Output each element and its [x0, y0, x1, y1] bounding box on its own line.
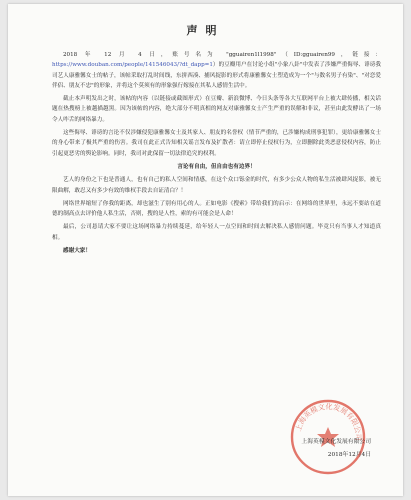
paragraph-1-text-b: ）的豆瓣用户在讨论小组"小象八卦"中发表了涉嫌严重侮辱、诽谤我司艺人康雅馨女士的帖子，该帖采取打乱时间线，东拼西凑、捕风捉影的形式将康雅馨女士塑造成为一个"与数名男子有染"、"对恋爱伴侣、朋友不忠"的形象，并将这个莫须有的形象强行嫁接在其私人感情生活中。 — [52, 62, 381, 89]
paragraph-5: 艺人的身份之下也是普通人，也有自己的私人空间和情感，在这个众口铄金的时代，有多少公众人物的私生活被肆风捉影，被无限曲解，敢忍又有多少有效的维权手段去自证清白？！ — [52, 177, 381, 194]
paragraph-7: 最后，公司恳请大家不要让这场网络暴力持续蔓延，给年轻人一点空间和时间去解决私人感情问题。毕竟只有当事人才知道真相。 — [52, 224, 381, 241]
paragraph-1-text-a: 2018 年 12 月 4 日，账号名为 "gguairen1l1998"（ID:gguairen99，链接： — [63, 52, 381, 58]
signature-block — [301, 436, 371, 462]
paragraph-8: 感谢大家！ — [63, 248, 91, 255]
douban-link[interactable]: https://www.douban.com/people/141546043/?dt_dapp=1 — [52, 62, 213, 69]
seal-text: 上海英模文化发展有限公司 — [293, 401, 364, 441]
company-signature: 上海英模文化发展有限公司 — [301, 439, 371, 445]
paragraph-6: 网络世界缩短了你我的距离，却也滋生了别有用心的人。正如电影《搜索》带给我们的启示：在网络的世界里，永远不要站在道德的制高点去评价他人私生活，否则，搜的是人性，索的有可能会是人命！ — [52, 200, 381, 218]
statement-date: 2018年12月4日 — [327, 452, 371, 458]
paragraph-1 — [52, 50, 381, 91]
statement-page — [8, 4, 403, 496]
page-title: 声明 — [186, 24, 225, 37]
paragraph-4: 言论有自由，但自由也有边界！ — [177, 163, 256, 170]
paragraph-3: 这些侮辱、诽谤的言论不仅涉嫌侵犯康雅馨女士及其家人、朋友的名誉权（情节严重的，已涉嫌构成刑事犯罪），更给康雅馨女士的身心带来了极其严重的伤害。我司在此正式告知相关谣言发布及扩散者：请立即停止侵权行为，立即删除此类恶意侵权内容，防止引起更恶劣的舆论影响。同时，我司对此保留一切法律追究的权利。 — [52, 130, 381, 157]
paragraph-2: 截止本声明发出之时，该帖的内容（以链接或截图形式）在豆瓣、新浪微博、今日头条等各大互联网平台上被大肆传播，相关话题在热搜榜上被越描越黑。因为该帖的内容，绝大部分不明真相的网友对康雅馨女士产生严重的误解和非议，甚至由此发酵出了一场令人咋舌的网络暴力。 — [52, 96, 381, 123]
statement-body — [52, 50, 381, 259]
